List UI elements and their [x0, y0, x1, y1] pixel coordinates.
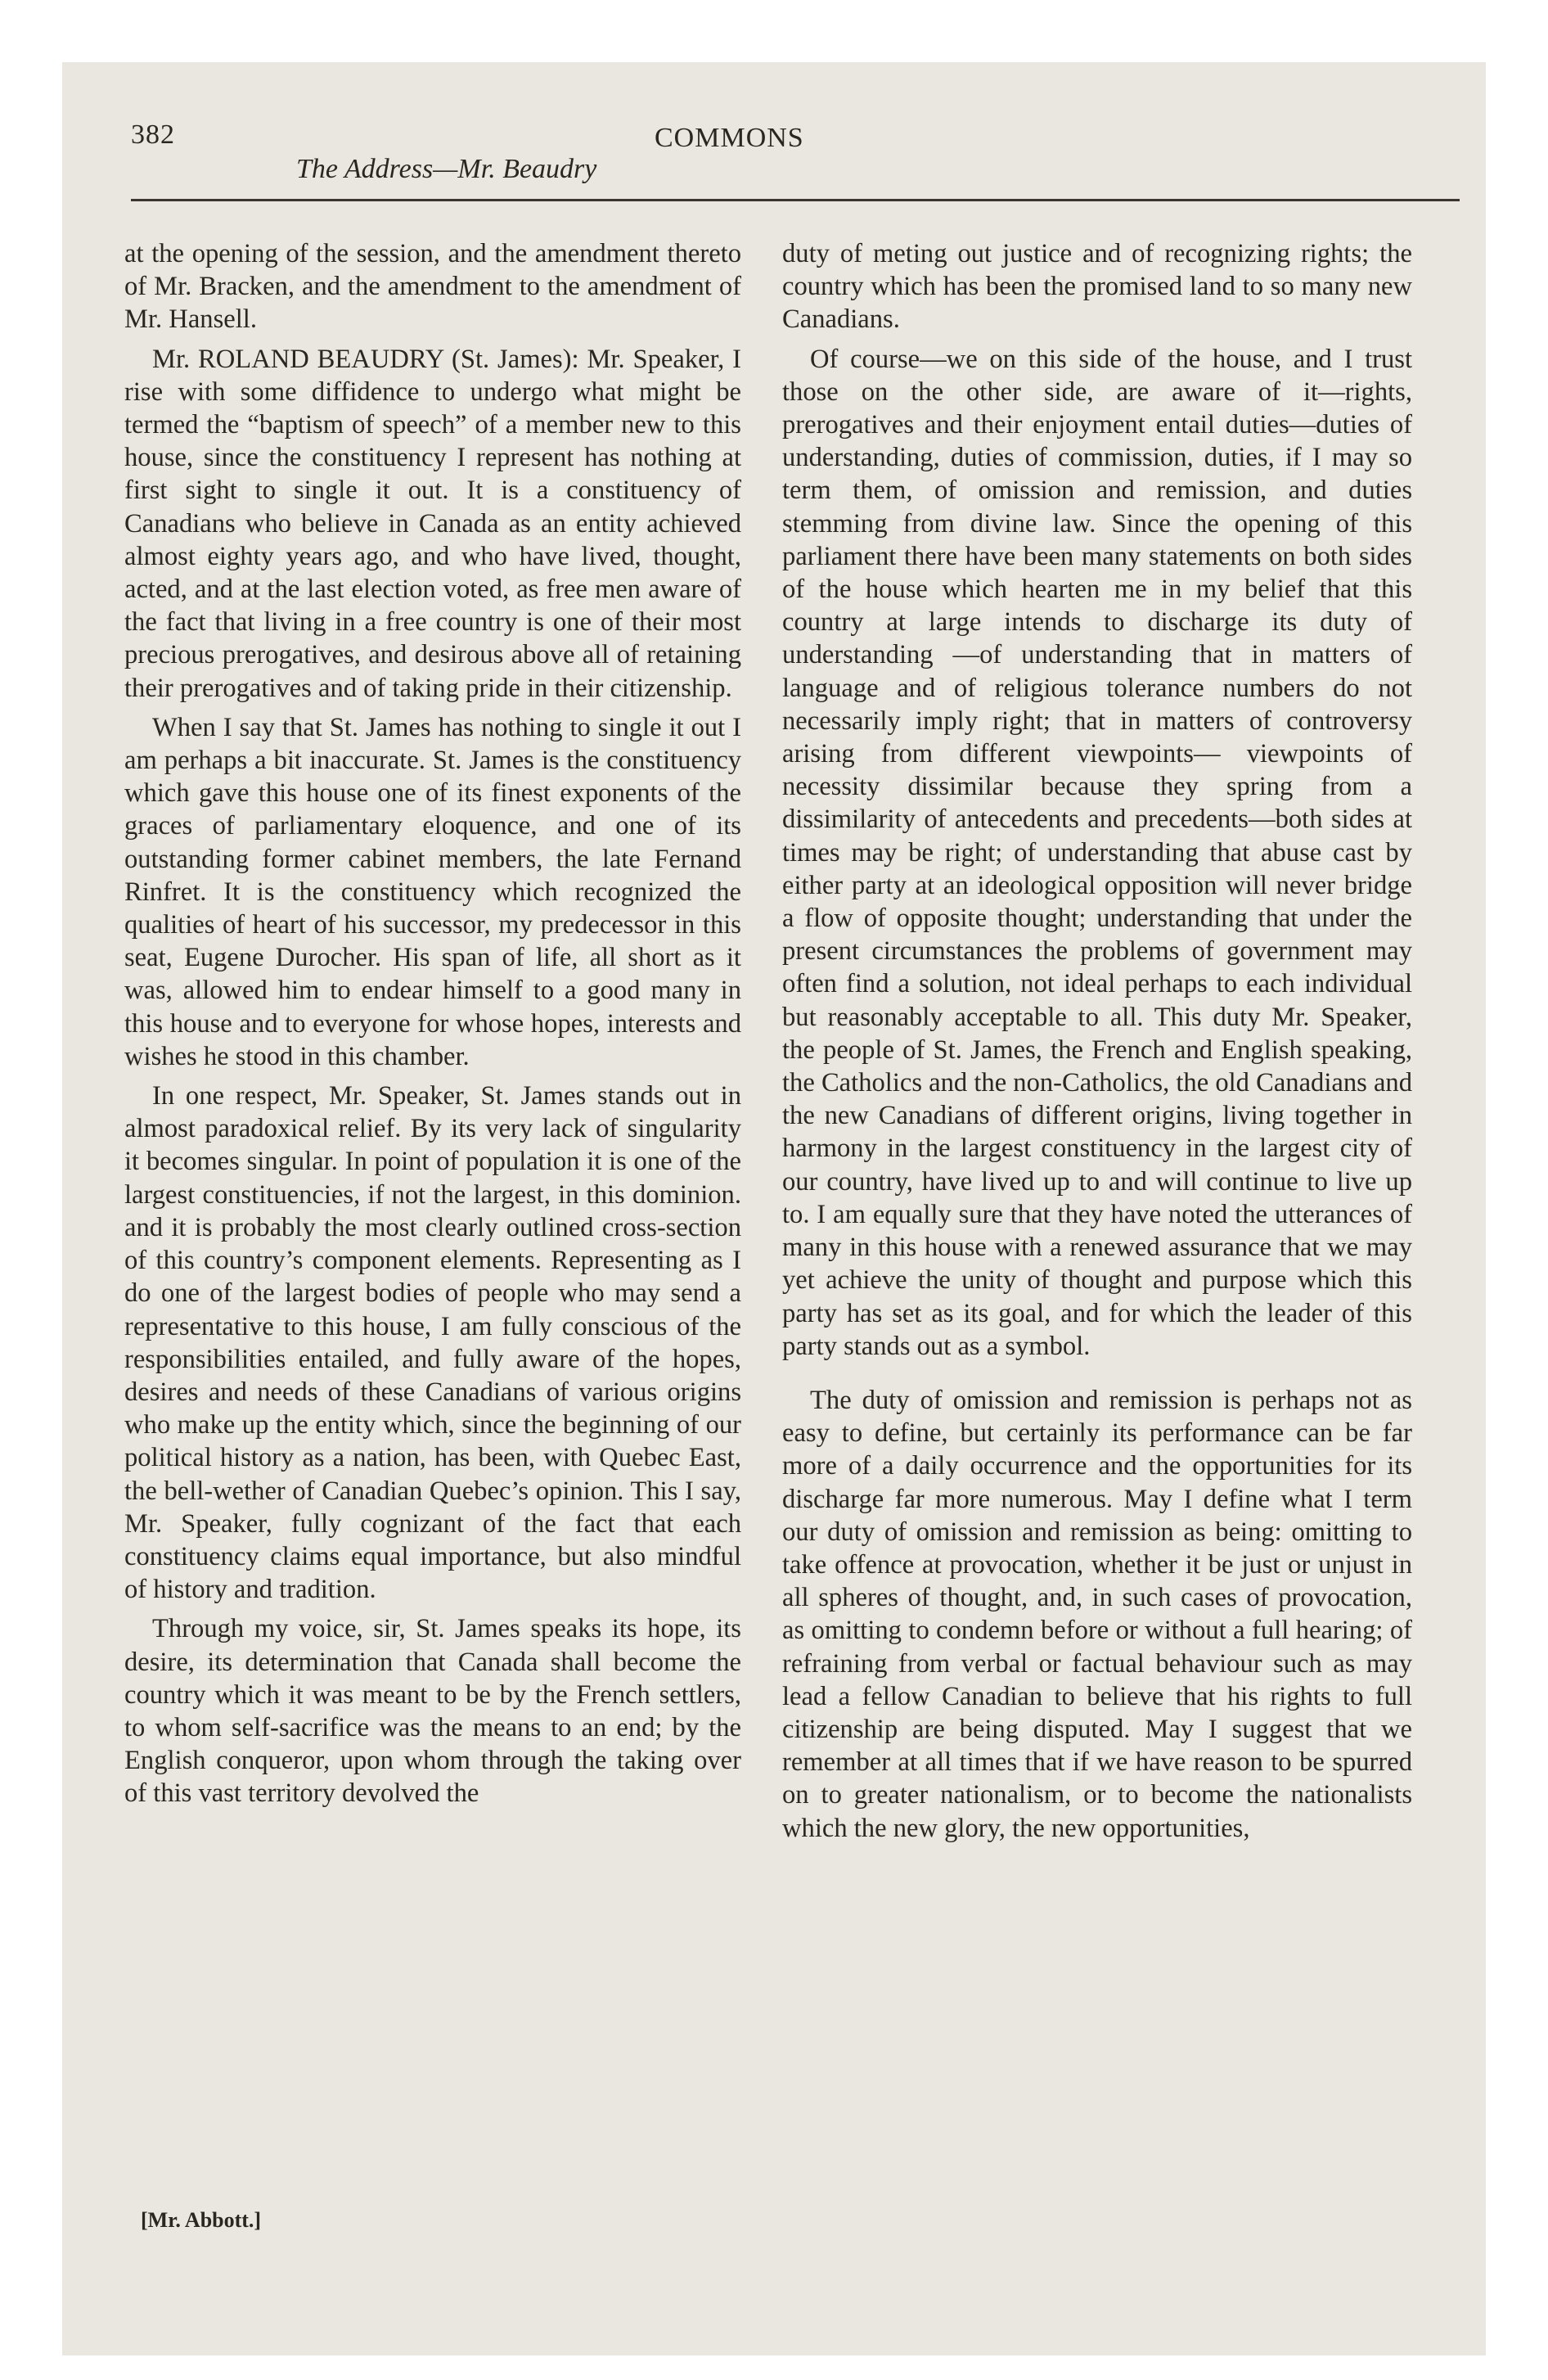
- right-column: [782, 237, 1412, 1845]
- speaker-reference: [Mr. Abbott.]: [141, 2208, 262, 2232]
- paragraph: Of course—we on this side of the house, and I trust those on the other side, are aware of it—rights, prerogatives and their enjoyment entail duties—duties of understanding, duties of commission, duties, if I may so term them, of omission and remission, and duties stemming from divine law. Since the opening of this parliament there have been many statements on both sides of the house which hearten me in my belief that this country at large intends to discharge its duty of understanding —of understanding that in matters of language and of religious tolerance numbers do not necessarily imply right; that in matters of controversy arising from different viewpoints— viewpoints of necessity dissimilar because they spring from a dissimilarity of antecedents and precedents—both sides at times may be right; of understanding that abuse cast by either party at an ideological opposition will never bridge a flow of opposite thought; understanding that under the present circumstances the problems of government may often find a solution, not ideal perhaps to each individual but reasonably acceptable to all. This duty Mr. Speaker, the people of St. James, the French and English speaking, the Catholics and the non-Catholics, the old Canadians and the new Canadians of different origins, living together in harmony in the largest constituency in the largest city of our country, have lived up to and will continue to live up to. I am equally sure that they have noted the utterances of many in this house with a renewed assurance that we may yet achieve the unity of thought and purpose which this party has set as its goal, and for which the leader of this party stands out as a symbol.: [782, 344, 1412, 1361]
- left-column: [124, 237, 741, 1810]
- page-subtitle: The Address—Mr. Beaudry: [296, 154, 597, 184]
- paragraph: The duty of omission and remission is perhaps not as easy to define, but certainly its performance can be far more of a daily occurrence and the opportunities for its discharge far more numerous. May I define what I term our duty of omission and remission as being: omitting to take offence at provocation, whether it be just or unjust in all spheres of thought, and, in such cases of provocation, as omitting to condemn before or without a full hearing; of refraining from verbal or factual behaviour such as may lead a fellow Canadian to believe that his rights to full citizenship are being disputed. May I suggest that we remember at all times that if we have reason to be spurred on to greater nationalism, or to become the nationalists which the new glory, the new opportunities,: [782, 1385, 1412, 1843]
- header-rule: [131, 199, 1460, 201]
- running-head: COMMONS: [655, 123, 804, 153]
- page-number: 382: [131, 119, 175, 150]
- paragraph: duty of meting out justice and of recognizing rights; the country which has been the promised land to so many new Canadians.: [782, 239, 1412, 335]
- paragraph: In one respect, Mr. Speaker, St. James stands out in almost paradoxical relief. By its very lack of singularity it becomes singular. In point of population it is one of the largest constituencies, if not the largest, in this dominion. and it is probably the most clearly outlined cross-section of this country’s component elements. Representing as I do one of the largest bodies of people who may send a representative to this house, I am fully conscious of the responsibilities entailed, and fully aware of the hopes, desires and needs of these Canadians of various origins who make up the entity which, since the beginning of our political history as a nation, has been, with Quebec East, the bell-wether of Canadian Quebec’s opinion. This I say, Mr. Speaker, fully cognizant of the fact that each constituency claims equal importance, but also mindful of history and tradition.: [124, 1081, 741, 1605]
- paragraph: at the opening of the session, and the amendment thereto of Mr. Bracken, and the amendment to the amendment of Mr. Hansell.: [124, 239, 741, 335]
- paragraph: Through my voice, sir, St. James speaks its hope, its desire, its determination that Canada shall become the country which it was meant to be by the French settlers, to whom self-sacrifice was the means to an end; by the English conqueror, upon whom through the taking over of this vast territory devolved the: [124, 1614, 741, 1809]
- paragraph: When I say that St. James has nothing to single it out I am perhaps a bit inaccurate. St. James is the constituency which gave this house one of its finest exponents of the graces of parliamentary eloquence, and one of its outstanding former cabinet members, the late Fernand Rinfret. It is the constituency which recognized the qualities of heart of his successor, my predecessor in this seat, Eugene Durocher. His span of life, all short as it was, allowed him to endear himself to a good many in this house and to everyone for whose hopes, interests and wishes he stood in this chamber.: [124, 712, 741, 1071]
- scanned-page: [62, 62, 1486, 2355]
- paragraph: Mr. ROLAND BEAUDRY (St. James): Mr. Speaker, I rise with some diffidence to undergo what might be termed the “baptism of speech” of a member new to this house, since the constituency I represent has nothing at first sight to single it out. It is a constituency of Canadians who believe in Canada as an entity achieved almost eighty years ago, and who have lived, thought, acted, and at the last election voted, as free men aware of the fact that living in a free country is one of their most precious prerogatives, and desirous above all of retaining their prerogatives and of taking pride in their citizenship.: [124, 344, 741, 703]
